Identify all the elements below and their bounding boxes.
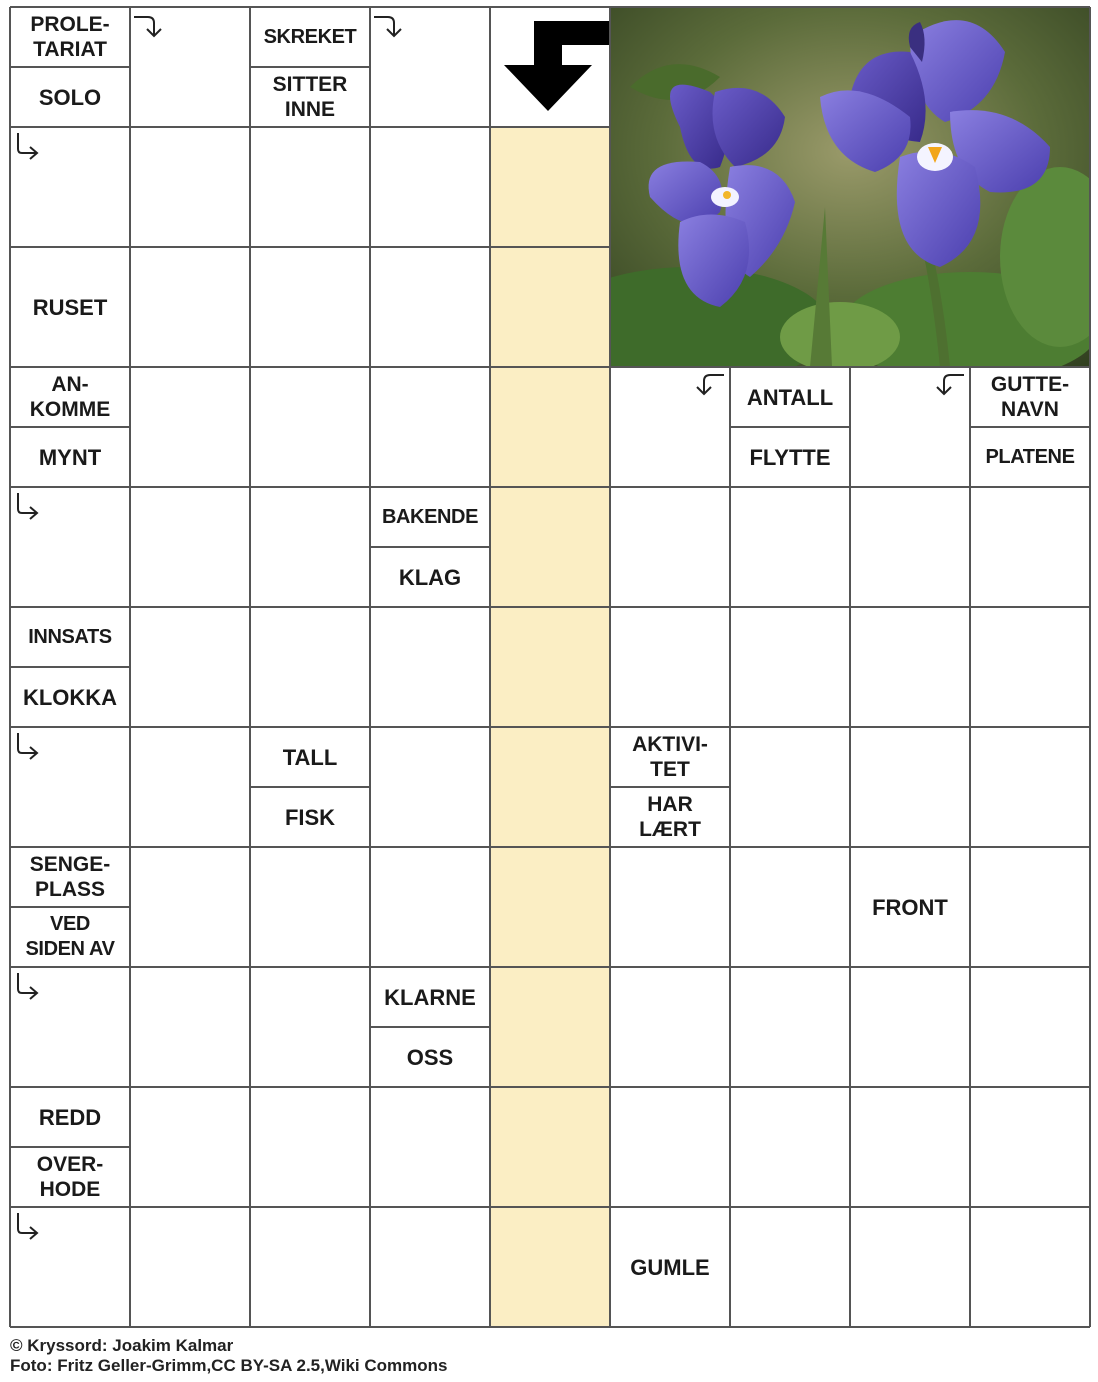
grid-line (10, 486, 1090, 488)
answer-cell[interactable] (730, 1087, 850, 1207)
answer-cell[interactable] (250, 367, 370, 487)
arrow-right-down-icon (132, 11, 162, 41)
answer-cell[interactable] (850, 487, 970, 607)
clue-ved-siden-av: VED SIDEN AV (25, 913, 115, 960)
clue-front: FRONT (872, 894, 948, 920)
clue-gumle: GUMLE (630, 1254, 710, 1280)
arrow-down-right-icon (12, 971, 42, 1001)
answer-cell[interactable] (970, 607, 1090, 727)
grid-line (10, 1086, 1090, 1088)
answer-cell[interactable] (130, 487, 250, 607)
answer-cell[interactable] (970, 1207, 1090, 1327)
clue-klag: KLAG (398, 564, 462, 590)
grid-line (10, 366, 610, 368)
arrow-down-right-icon (12, 731, 42, 761)
grid-line (610, 6, 1090, 8)
solution-cell[interactable] (490, 1087, 610, 1207)
grid-line (730, 426, 850, 428)
answer-cell[interactable] (130, 1087, 250, 1207)
grid-line (10, 906, 130, 908)
solution-cell[interactable] (490, 487, 610, 607)
grid-line (10, 666, 130, 668)
photo-credit: Foto: Fritz Geller-Grimm,CC BY-SA 2.5,Wiki Commons (10, 1356, 448, 1375)
answer-cell[interactable] (730, 487, 850, 607)
answer-cell[interactable] (370, 607, 490, 727)
solution-cell[interactable] (490, 1207, 610, 1327)
arrow-right-down-icon (372, 11, 402, 41)
solution-cell[interactable] (490, 607, 610, 727)
answer-cell[interactable] (250, 847, 370, 967)
grid-line (249, 7, 251, 1327)
clue-guttenavn: GUTTE- NAVN (990, 373, 1070, 421)
arrow-down-right-icon (12, 491, 42, 521)
clue-sitter-inne: SITTER INNE (272, 73, 348, 121)
grid-line (10, 126, 610, 128)
answer-cell[interactable] (850, 727, 970, 847)
clue-platene: PLATENE (985, 445, 1075, 468)
clue-klarne: KLARNE (384, 984, 476, 1010)
answer-cell[interactable] (130, 967, 250, 1087)
answer-cell[interactable] (730, 607, 850, 727)
clue-innsats: INNSATS (28, 625, 112, 648)
grid-line (370, 546, 490, 548)
answer-cell[interactable] (250, 1207, 370, 1327)
answer-cell[interactable] (250, 1087, 370, 1207)
solution-cell[interactable] (490, 847, 610, 967)
answer-cell[interactable] (730, 847, 850, 967)
solution-cell[interactable] (490, 127, 610, 247)
answer-cell[interactable] (850, 967, 970, 1087)
answer-cell[interactable] (250, 607, 370, 727)
clue-flytte: FLYTTE (749, 444, 831, 470)
solution-cell[interactable] (490, 967, 610, 1087)
clue-skreket: SKREKET (263, 25, 357, 48)
clue-solo: SOLO (38, 84, 102, 110)
grid-line (250, 786, 370, 788)
grid-line (10, 1146, 130, 1148)
answer-cell[interactable] (850, 607, 970, 727)
clue-tall: TALL (282, 744, 338, 770)
answer-cell[interactable] (370, 1207, 490, 1327)
grid-line (729, 367, 731, 1327)
solution-cell[interactable] (490, 247, 610, 367)
answer-cell[interactable] (730, 967, 850, 1087)
crossword-grid (10, 7, 1090, 1327)
answer-cell[interactable] (970, 727, 1090, 847)
grid-line (10, 426, 130, 428)
answer-cell[interactable] (130, 1207, 250, 1327)
answer-cell[interactable] (130, 247, 250, 367)
clue-overhode: OVER- HODE (36, 1153, 104, 1201)
clue-oss: OSS (406, 1044, 454, 1070)
clue-mynt: MYNT (38, 444, 102, 470)
solution-cell[interactable] (490, 367, 610, 487)
answer-cell[interactable] (610, 607, 730, 727)
answer-cell[interactable] (370, 247, 490, 367)
answer-cell[interactable] (250, 967, 370, 1087)
grid-line (10, 66, 130, 68)
answer-cell[interactable] (130, 367, 250, 487)
clue-sengeplass: SENGE- PLASS (29, 853, 111, 901)
answer-cell[interactable] (610, 487, 730, 607)
answer-cell[interactable] (970, 487, 1090, 607)
grid-line (10, 1206, 1090, 1208)
solution-arrow-icon (490, 7, 610, 127)
clue-fisk: FISK (284, 804, 336, 830)
grid-line (970, 426, 1090, 428)
clue-proletariat: PROLE- TARIAT (30, 13, 110, 61)
grid-line (250, 66, 370, 68)
clue-aktivitet: AKTIVI- TET (632, 733, 708, 781)
grid-line (10, 846, 1090, 848)
answer-cell[interactable] (970, 967, 1090, 1087)
answer-cell[interactable] (250, 127, 370, 247)
clue-bakende: BAKENDE (381, 505, 479, 528)
answer-cell[interactable] (370, 727, 490, 847)
solution-cell[interactable] (490, 727, 610, 847)
answer-cell[interactable] (610, 847, 730, 967)
answer-cell[interactable] (730, 727, 850, 847)
answer-cell[interactable] (730, 1207, 850, 1327)
clue-har-laert: HAR LÆRT (639, 793, 701, 841)
clue-antall: ANTALL (746, 384, 834, 410)
grid-line (10, 1326, 1090, 1328)
grid-line (10, 246, 610, 248)
answer-cell[interactable] (370, 367, 490, 487)
grid-line (10, 966, 1090, 968)
answer-cell[interactable] (370, 1087, 490, 1207)
answer-cell[interactable] (130, 847, 250, 967)
clue-ankomme: AN- KOMME (29, 373, 111, 421)
grid-line (370, 1026, 490, 1028)
credits (10, 1336, 448, 1376)
grid-line (1089, 7, 1091, 367)
answer-cell[interactable] (250, 487, 370, 607)
grid-line (609, 7, 611, 1327)
answer-cell[interactable] (130, 127, 250, 247)
arrow-left-down-icon (936, 369, 966, 399)
grid-line (369, 7, 371, 1327)
answer-cell[interactable] (130, 727, 250, 847)
clue-redd: REDD (38, 1104, 102, 1130)
grid-line (489, 7, 491, 1327)
answer-cell[interactable] (610, 967, 730, 1087)
answer-cell[interactable] (370, 127, 490, 247)
grid-line (10, 726, 1090, 728)
arrow-left-down-icon (696, 369, 726, 399)
answer-cell[interactable] (370, 847, 490, 967)
arrow-down-right-icon (12, 131, 42, 161)
clue-klokka: KLOKKA (22, 684, 118, 710)
crossword-credit: © Kryssord: Joakim Kalmar (10, 1336, 234, 1355)
answer-cell[interactable] (610, 1087, 730, 1207)
grid-line (969, 367, 971, 1327)
answer-cell[interactable] (850, 1207, 970, 1327)
clue-ruset: RUSET (32, 294, 108, 320)
arrow-down-right-icon (12, 1211, 42, 1241)
grid-line (849, 367, 851, 1327)
answer-cell[interactable] (850, 1087, 970, 1207)
answer-cell[interactable] (130, 607, 250, 727)
violet-flower-photo (610, 7, 1090, 367)
grid-line (10, 606, 1090, 608)
grid-line (610, 786, 730, 788)
answer-cell[interactable] (250, 247, 370, 367)
answer-cell[interactable] (970, 847, 1090, 967)
grid-line (10, 6, 610, 8)
answer-cell[interactable] (970, 1087, 1090, 1207)
